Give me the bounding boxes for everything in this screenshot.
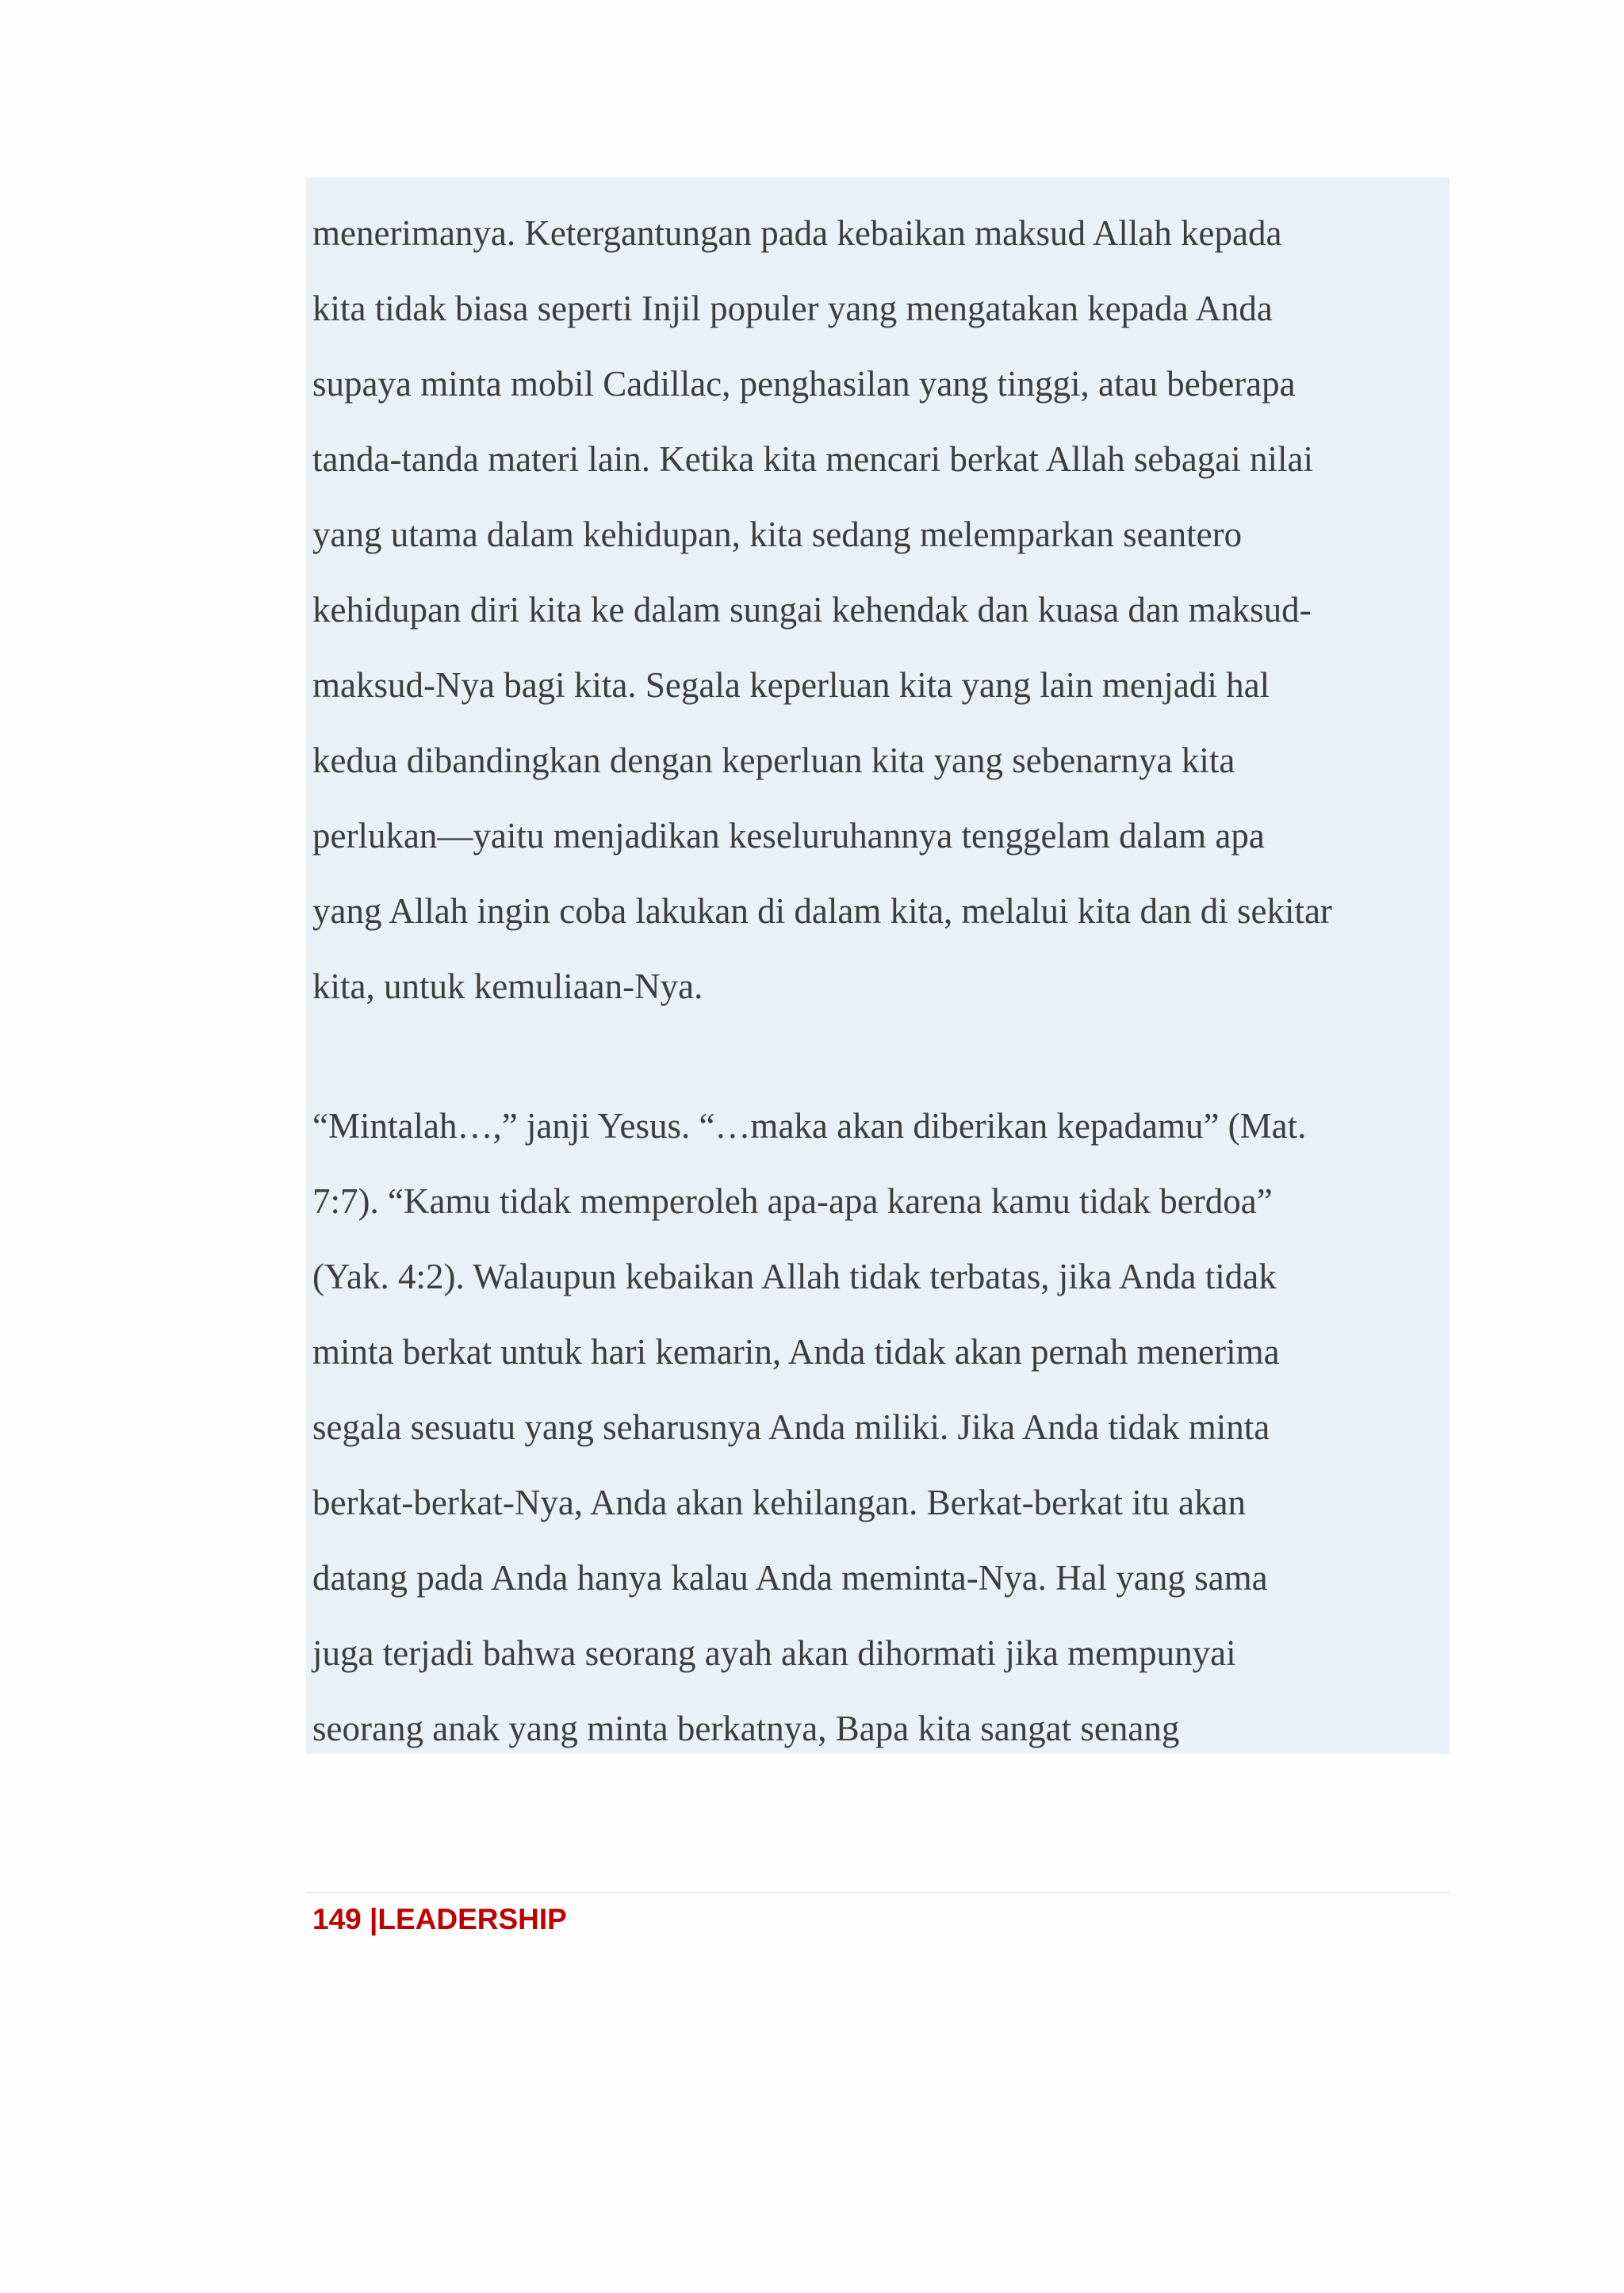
text-line: maksud-Nya bagi kita. Segala keperluan kita yang lain menjadi hal: [312, 665, 1270, 705]
footer-divider: [306, 1892, 1450, 1893]
text-line: segala sesuatu yang seharusnya Anda miliki. Jika Anda tidak minta: [312, 1407, 1270, 1447]
text-line: kita tidak biasa seperti Injil populer yang mengatakan kepada Anda: [312, 289, 1273, 328]
text-line: “Mintalah…,” janji Yesus. “…maka akan diberikan kepadamu” (Mat.: [312, 1106, 1307, 1146]
text-line: tanda-tanda materi lain. Ketika kita mencari berkat Allah sebagai nilai: [312, 439, 1313, 479]
footer-separator: |: [361, 1903, 378, 1935]
text-line: minta berkat untuk hari kemarin, Anda tidak akan pernah menerima: [312, 1332, 1280, 1372]
page-footer: [312, 1897, 567, 1942]
body-text-block: [306, 178, 1450, 1754]
text-line: menerimanya. Ketergantungan pada kebaikan maksud Allah kepada: [312, 213, 1282, 253]
text-line: perlukan—yaitu menjadikan keseluruhannya tenggelam dalam apa: [312, 816, 1265, 856]
text-line: kehidupan diri kita ke dalam sungai kehendak dan kuasa dan maksud-: [312, 590, 1312, 630]
text-line: kedua dibandingkan dengan keperluan kita yang sebenarnya kita: [312, 741, 1235, 780]
text-line: supaya minta mobil Cadillac, penghasilan yang tinggi, atau beberapa: [312, 364, 1296, 404]
footer-title: LEADERSHIP: [377, 1903, 567, 1935]
text-line: datang pada Anda hanya kalau Anda meminta-Nya. Hal yang sama: [312, 1558, 1268, 1598]
page-number: 149: [312, 1903, 362, 1935]
text-line: juga terjadi bahwa seorang ayah akan dihormati jika mempunyai: [312, 1633, 1236, 1673]
text-line: yang Allah ingin coba lakukan di dalam kita, melalui kita dan di sekitar: [312, 891, 1332, 931]
text-line: 7:7). “Kamu tidak memperoleh apa-apa karena kamu tidak berdoa”: [312, 1181, 1273, 1221]
text-line: (Yak. 4:2). Walaupun kebaikan Allah tidak terbatas, jika Anda tidak: [312, 1257, 1277, 1296]
text-line: kita, untuk kemuliaan-Nya.: [312, 967, 703, 1006]
text-line: seorang anak yang minta berkatnya, Bapa kita sangat senang: [312, 1709, 1180, 1748]
text-line: yang utama dalam kehidupan, kita sedang melemparkan seantero: [312, 515, 1243, 554]
text-line: berkat-berkat-Nya, Anda akan kehilangan. Berkat-berkat itu akan: [312, 1483, 1246, 1522]
